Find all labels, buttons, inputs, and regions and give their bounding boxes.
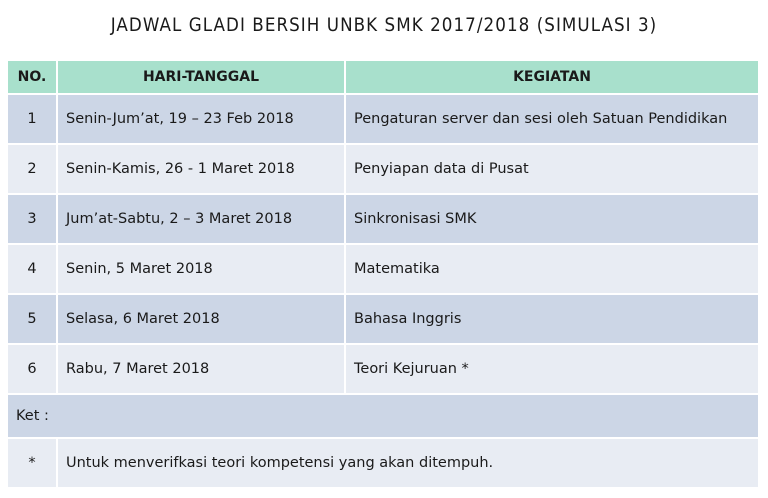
- row-number: 2: [7, 144, 57, 194]
- page-title: JADWAL GLADI BERSIH UNBK SMK 2017/2018 (SIMULASI 3): [110, 14, 658, 36]
- column-header-no: NO.: [7, 60, 57, 94]
- row-date: Selasa, 6 Maret 2018: [57, 294, 345, 344]
- row-date: Senin-Jum’at, 19 – 23 Feb 2018: [57, 94, 345, 144]
- table-row: [7, 194, 759, 244]
- table-header-row: [7, 60, 759, 94]
- note-symbol: *: [7, 438, 57, 488]
- row-date: Jum’at-Sabtu, 2 – 3 Maret 2018: [57, 194, 345, 244]
- schedule-table: [6, 59, 760, 489]
- row-date: Senin-Kamis, 26 - 1 Maret 2018: [57, 144, 345, 194]
- row-number: 3: [7, 194, 57, 244]
- note-text: Untuk menverifkasi teori kompetensi yang akan ditempuh.: [57, 438, 759, 488]
- row-number: 5: [7, 294, 57, 344]
- row-activity: Penyiapan data di Pusat: [345, 144, 759, 194]
- row-activity: Pengaturan server dan sesi oleh Satuan Pendidikan: [345, 94, 759, 144]
- row-date: Rabu, 7 Maret 2018: [57, 344, 345, 394]
- row-activity: Teori Kejuruan *: [345, 344, 759, 394]
- table-row: [7, 144, 759, 194]
- row-number: 6: [7, 344, 57, 394]
- table-row: [7, 294, 759, 344]
- column-header-activity: KEGIATAN: [345, 60, 759, 94]
- column-header-date: HARI-TANGGAL: [57, 60, 345, 94]
- row-activity: Matematika: [345, 244, 759, 294]
- row-date: Senin, 5 Maret 2018: [57, 244, 345, 294]
- row-number: 1: [7, 94, 57, 144]
- note-label-row: [7, 394, 759, 438]
- table-row: [7, 94, 759, 144]
- note-row: [7, 438, 759, 488]
- table-row: [7, 244, 759, 294]
- row-activity: Sinkronisasi SMK: [345, 194, 759, 244]
- row-number: 4: [7, 244, 57, 294]
- note-label: Ket :: [7, 394, 759, 438]
- table-row: [7, 344, 759, 394]
- row-activity: Bahasa Inggris: [345, 294, 759, 344]
